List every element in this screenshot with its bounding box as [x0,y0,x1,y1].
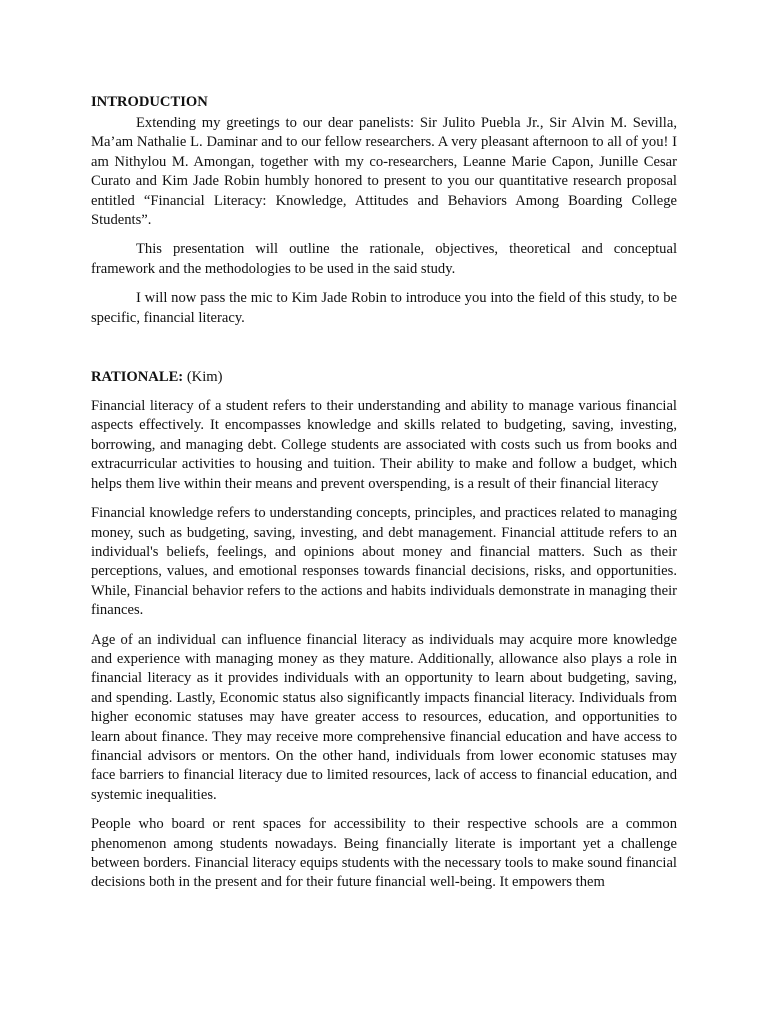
intro-paragraph-handoff: I will now pass the mic to Kim Jade Robin to introduce you into the field of this study, to be specific, financial literacy. [91,290,677,326]
intro-paragraph-greeting: Extending my greetings to our dear panelists: Sir Julito Puebla Jr., Sir Alvin M. Sevilla, Ma’am Nathalie L. Daminar and to our fellow researchers. A very pleasant afternoon to all of you! I am Nithylou M. Amongan, together with my co-researchers, Leanne Marie Capon, Junille Cesar Curato and Kim Jade Robin humbly honored to present to you our quantitative research proposal entitled “Financial Literacy: Knowledge, Attitudes and Behaviors Among Boarding College Students”. [91,115,677,229]
rationale-paragraph-knowledge-attitude-behavior: Financial knowledge refers to understanding concepts, principles, and practices related to managing money, such as budgeting, saving, investing, and debt management. Financial attitude refers to an individual's beliefs, feelings, and opinions about money and financial matters. Such as their perceptions, values, and emotional responses towards financial decisions, risks, and opportunities. While, Financial behavior refers to the actions and habits individuals demonstrate in managing their finances. [91,505,677,619]
rationale-heading: RATIONALE: [91,369,184,386]
rationale-paragraph-definition: Financial literacy of a student refers to their understanding and ability to manage various financial aspects effectively. It encompasses knowledge and skills related to budgeting, saving, investing, borrowing, and managing debt. College students are associated with costs such us from books and extracurricular activities to housing and tuition. Their ability to make and follow a budget, which helps them live within their means and prevent overspending, is a result of their financial literacy [91,398,677,492]
rationale-paragraph-age-allowance-status: Age of an individual can influence financial literacy as individuals may acquire more knowledge and experience with managing money as they mature. Additionally, allowance also plays a role in financial literacy as it provides individuals with an opportunity to learn about budgeting, saving, and spending. Lastly, Economic status also significantly impacts financial literacy. Individuals from higher economic statuses may have greater access to resources, education, and opportunities to learn about finance. They may receive more comprehensive financial education and have access to financial advisors or mentors. On the other hand, individuals from lower economic statuses may face barriers to financial literacy due to limited resources, lack of access to financial education, and systemic inequalities. [91,631,677,803]
rationale-speaker-note: (Kim) [183,369,223,386]
intro-paragraph-outline: This presentation will outline the rationale, objectives, theoretical and conceptual framework and the methodologies to be used in the said study. [91,241,677,277]
rationale-section-heading-block [91,367,677,387]
rationale-paragraph-boarding-students: People who board or rent spaces for accessibility to their respective schools are a common phenomenon among students nowadays. Being financially literate is important yet a challenge between borders. Financial literacy equips students with the necessary tools to make sound financial decisions both in the present and for their future financial well-being. It empowers them [91,816,677,891]
introduction-section-heading-block [91,92,677,114]
document-page [91,92,677,893]
introduction-heading: INTRODUCTION [91,94,208,110]
